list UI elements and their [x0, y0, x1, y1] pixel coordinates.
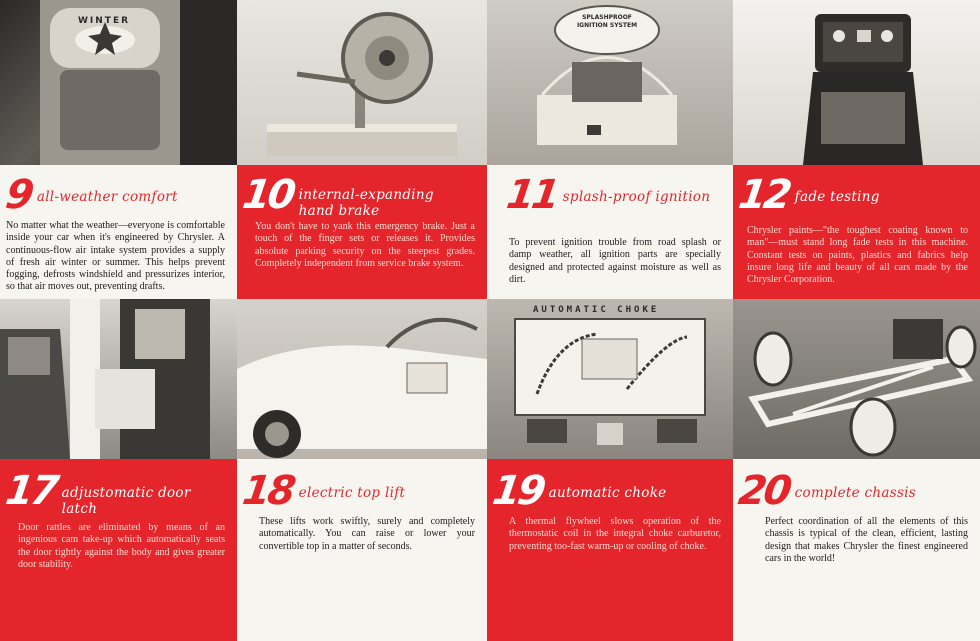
feature-heading-20	[735, 468, 968, 514]
feature-body-19: A thermal flywheel slows operation of the thermostatic coil in the integral choke carburetor, preventing too-fast warm-up or cooling of choke.	[509, 516, 721, 552]
feature-body-17: Door rattles are eliminated by means of an ingenious cam take-up which automatically seats the door tightly against the body and gives greater door stability.	[18, 522, 225, 570]
feature-number-11: 11	[503, 172, 560, 218]
photo-label-automatic-choke: AUTOMATIC CHOKE	[533, 305, 660, 315]
photo-label-winter: WINTER	[78, 16, 131, 26]
choke-display-illustration	[487, 299, 733, 459]
feature-title-9: all-weather comfort	[36, 189, 178, 205]
feature-title-20: complete chassis	[794, 485, 917, 501]
feature-heading-10	[239, 172, 475, 219]
feature-heading-17	[2, 468, 225, 517]
convertible-car-illustration	[237, 299, 487, 459]
feature-title-11: splash-proof ignition	[562, 189, 711, 205]
feature-title-17: adjustomatic door latch	[61, 485, 191, 517]
feature-panel-19	[487, 459, 733, 641]
feature-panel-10	[237, 165, 487, 299]
feature-number-19: 19	[489, 468, 546, 514]
feature-heading-19	[489, 468, 721, 514]
feature-body-18: These lifts work swiftly, surely and completely automatically. You can raise or lower your convertible top in a matter of seconds.	[259, 516, 475, 552]
feature-number-9: 9	[2, 172, 35, 218]
feature-panel-17	[0, 459, 237, 641]
fade-tester-illustration	[733, 0, 980, 165]
feature-number-17: 17	[2, 468, 59, 514]
feature-panel-11	[487, 165, 733, 299]
door-latch-illustration	[0, 299, 237, 459]
photo-automatic-choke	[487, 299, 733, 459]
feature-title-12: fade testing	[794, 189, 880, 205]
feature-body-12: Chrysler paints—"the toughest coating known to man"—must stand long fade tests in this machine. Constant tests on paints, plastics and fabrics help insure long life and beauty of all cars made by the Chrysler Corporation.	[747, 225, 968, 286]
feature-heading-18	[239, 468, 475, 514]
photo-fade-testing	[733, 0, 980, 165]
brake-assembly-illustration	[237, 0, 487, 165]
photo-label-splashproof: SPLASHPROOF IGNITION SYSTEM	[576, 14, 638, 29]
feature-title-10: internal-expanding hand brake	[298, 187, 434, 219]
feature-body-20: Perfect coordination of all the elements of this chassis is typical of the clean, efficient, lasting design that makes Chrysler the finest engineered cars in the world!	[765, 516, 968, 564]
feature-panel-18	[237, 459, 487, 641]
photo-all-weather-comfort	[0, 0, 237, 165]
feature-heading-11	[493, 172, 721, 218]
photo-complete-chassis	[733, 299, 980, 459]
feature-body-9: No matter what the weather—everyone is comfortable inside your car when it's engineered by Chrysler. A continuous-flow air intake system provides a supply of fresh air winter or summer. This helps prevent fogging, defrosts windshield and pressurizes interior, so that air moves out, preventing drafts.	[6, 220, 225, 293]
feature-title-18: electric top lift	[298, 485, 406, 501]
feature-body-10: You don't have to yank this emergency brake. Just a touch of the finger sets or releases it. Provides absolute parking security on the steepest grades. Completely independent from service brake system.	[255, 221, 475, 269]
photo-hand-brake	[237, 0, 487, 165]
feature-body-11: To prevent ignition trouble from road splash or damp weather, all ignition parts are specially designed and protected against moisture as well as dirt.	[509, 237, 721, 285]
feature-panel-20	[733, 459, 980, 641]
chassis-illustration	[733, 299, 980, 459]
photo-door-latch	[0, 299, 237, 459]
feature-panel-12	[733, 165, 980, 299]
feature-number-12: 12	[735, 172, 792, 218]
feature-heading-9	[2, 172, 225, 218]
feature-heading-12	[735, 172, 968, 218]
feature-number-10: 10	[239, 172, 296, 218]
photo-splash-proof-ignition	[487, 0, 733, 165]
feature-number-18: 18	[239, 468, 296, 514]
feature-title-19: automatic choke	[548, 485, 667, 501]
feature-panel-9	[0, 165, 237, 299]
feature-number-20: 20	[735, 468, 792, 514]
photo-electric-top-lift	[237, 299, 487, 459]
